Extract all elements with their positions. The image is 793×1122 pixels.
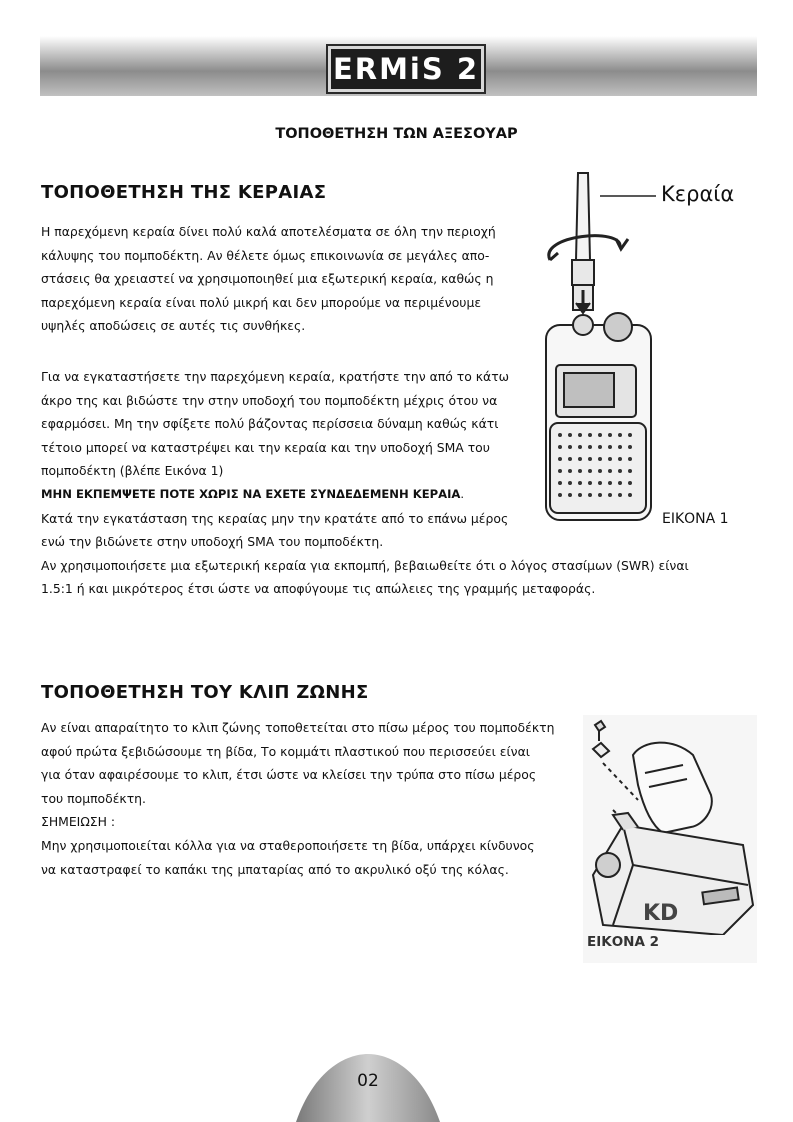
- figure-1-radio-antenna-illustration: [528, 165, 658, 525]
- antenna-callout-label: Κεραία: [661, 182, 735, 206]
- text-line: ενώ την βιδώνετε στην υποδοχή SMA του πομποδέκτη.: [41, 534, 384, 550]
- clip-section-title: ΤΟΠΟΘΕΤΗΣΗ ΤΟΥ ΚΛΙΠ ΖΩΝΗΣ: [41, 682, 369, 703]
- text-line: να καταστραφεί το καπάκι της μπαταρίας από το ακρυλικό οξύ της κόλας.: [41, 861, 509, 877]
- text-line: 1.5:1 ή και μικρότερος έτσι ώστε να αποφύγουμε τις απώλειες της γραμμής μεταφοράς.: [41, 581, 596, 597]
- callout-leader-line: [600, 190, 660, 202]
- text-line: Η παρεχόμενη κεραία δίνει πολύ καλά αποτελέσματα σε όλη την περιοχή: [41, 224, 496, 239]
- figure-1-caption: ΕΙΚΟΝΑ 1: [662, 511, 729, 527]
- figure-2-caption: ΕΙΚΟΝΑ 2: [587, 934, 660, 950]
- text-line: Αν χρησιμοποιήσετε μια εξωτερική κεραία για εκπομπή, βεβαιωθείτε ότι ο λόγος στασίμων (SWR) είναι: [41, 557, 689, 573]
- text-line: τέτοιο μπορεί να καταστρέψει και την κεραία και την υποδοχή SMA του: [41, 439, 490, 455]
- antenna-section-title: ΤΟΠΟΘΕΤΗΣΗ ΤΗΣ ΚΕΡΑΙΑΣ: [41, 182, 327, 203]
- text-line: του πομποδέκτη.: [41, 790, 146, 806]
- svg-text:KD: KD: [643, 901, 679, 926]
- text-line: στάσεις θα χρειαστεί να χρησιμοποιηθεί μια εξωτερική κεραία, καθώς η: [41, 271, 494, 287]
- figure-2-belt-clip-illustration: [583, 715, 757, 935]
- brand-logo: ERMiS 2: [328, 46, 484, 92]
- page-number: 02: [357, 1071, 379, 1091]
- text-line: παρεχόμενη κεραία είναι πολύ μικρή και δεν μπορούμε να περιμένουμε: [41, 294, 482, 310]
- text-line: εφαρμόσει. Μη την σφίξετε πολύ βάζοντας περίσσεια δύναμη καθώς κάτι: [41, 416, 499, 432]
- warning-text: ΜΗΝ ΕΚΠΕΜΨΕΤΕ ΠΟΤΕ ΧΩΡΙΣ ΝΑ ΕΧΕΤΕ ΣΥΝΔΕΔΕΜΕΝΗ ΚΕΡΑΙΑ: [41, 486, 461, 501]
- text-line: αφού πρώτα ξεβιδώσουμε τη βίδα, Το κομμάτι πλαστικού που περισσεύει είναι: [41, 743, 530, 759]
- text-line: πομποδέκτη (βλέπε Εικόνα 1): [41, 463, 224, 479]
- text-line: ΣΗΜΕΙΩΣΗ :: [41, 814, 116, 830]
- antenna-intro-paragraph: [41, 220, 496, 338]
- text-line: Μην χρησιμοποιείται κόλλα για να σταθεροποιήσετε τη βίδα, υπάρχει κίνδυνος: [41, 837, 535, 853]
- text-line: για όταν αφαιρέσουμε το κλιπ, έτσι ώστε να κλείσει την τρύπα στο πίσω μέρος: [41, 767, 537, 783]
- text-line: Για να εγκαταστήσετε την παρεχόμενη κεραία, κρατήστε την από το κάτω: [41, 369, 510, 384]
- text-line: υψηλές αποδώσεις σε αυτές τις συνθήκες.: [41, 318, 306, 334]
- text-line: Κατά την εγκατάσταση της κεραίας μην την κρατάτε από το επάνω μέρος: [41, 510, 509, 526]
- text-line: άκρο της και βιδώστε την στην υποδοχή του πομποδέκτη μέχρις ότου να: [41, 392, 498, 408]
- warning-period: .: [460, 486, 465, 501]
- clip-paragraph: [41, 716, 554, 881]
- text-line: Αν είναι απαραίτητο το κλιπ ζώνης τοποθετείται στο πίσω μέρος του πομποδέκτη: [41, 720, 555, 735]
- text-line: κάλυψης του πομποδέκτη. Αν θέλετε όμως επικοινωνία σε μεγάλες απο-: [41, 247, 490, 263]
- page-heading: ΤΟΠΟΘΕΤΗΣΗ ΤΩΝ ΑΞΕΣΟΥΑΡ: [275, 126, 518, 142]
